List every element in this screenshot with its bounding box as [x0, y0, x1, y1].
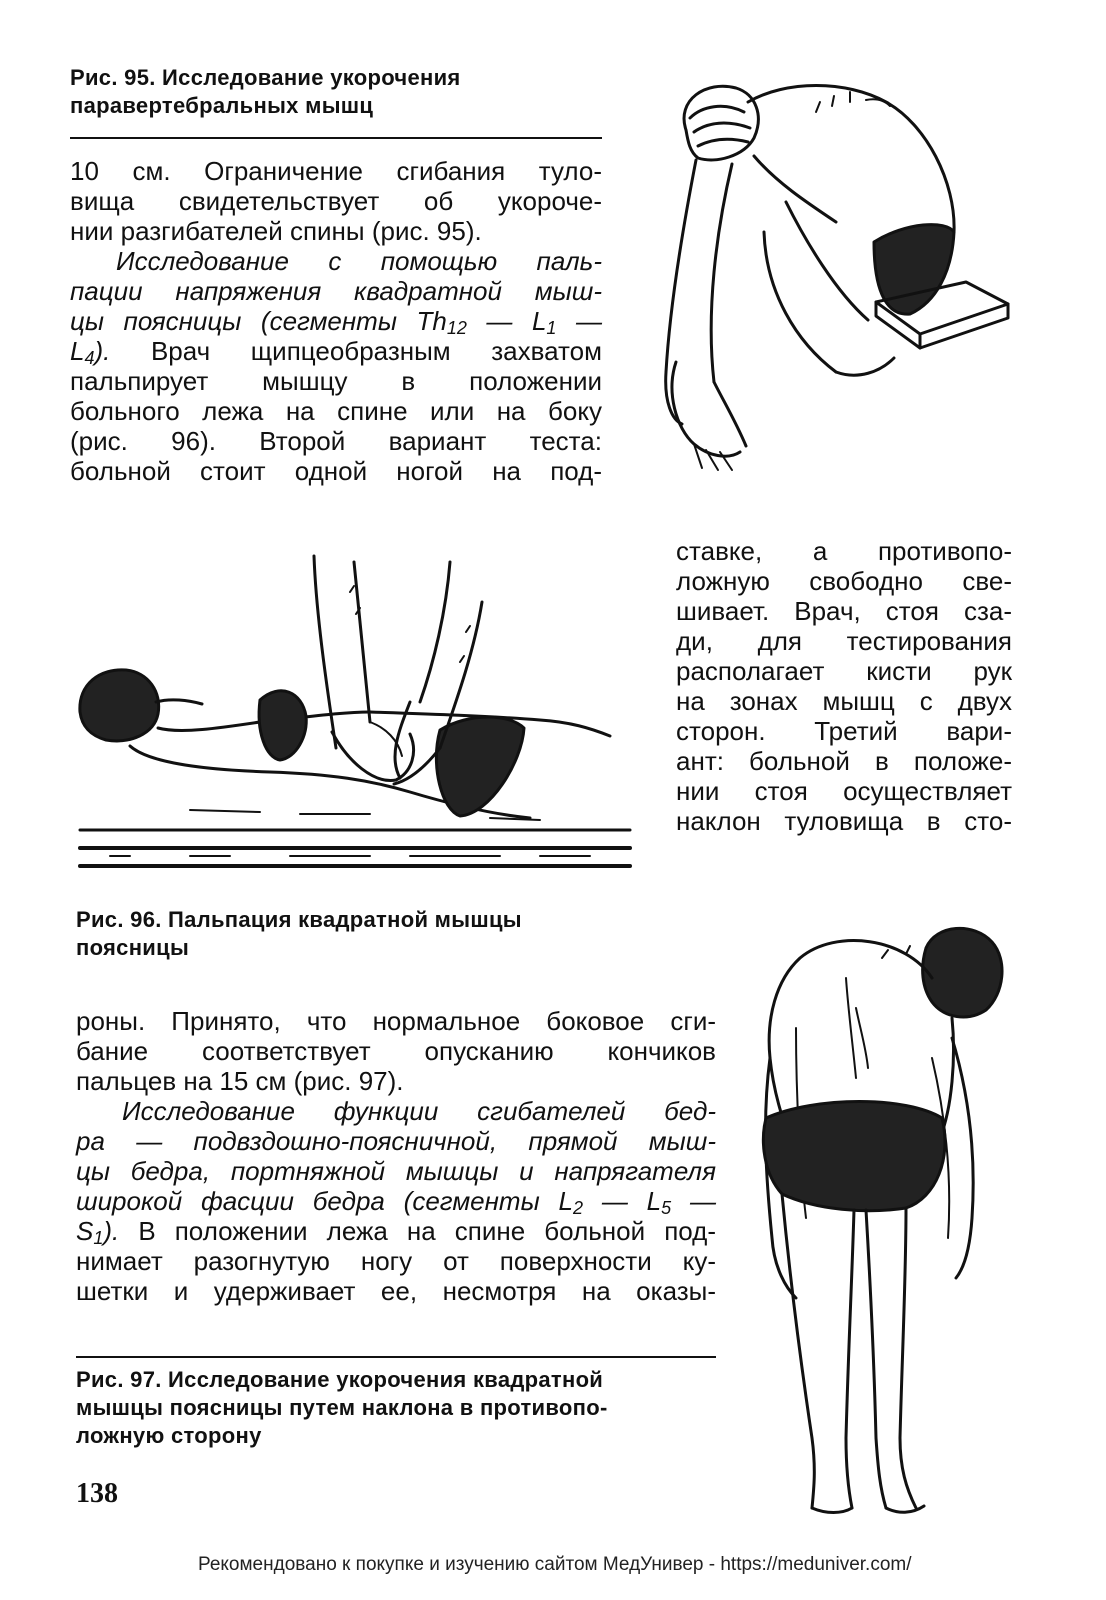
figure-96-caption-line: поясницы: [76, 935, 190, 960]
text-block-3: [676, 536, 1012, 836]
text-line: ложную свободно све-: [676, 566, 1012, 596]
text-line: (рис. 96). Второй вариант теста:: [70, 426, 602, 456]
subscript: 4: [84, 348, 95, 368]
text-line: ра — подвздошно-поясничной, прямой мыш-: [76, 1126, 716, 1156]
subscript: 1: [93, 1228, 104, 1248]
text-line: роны. Принято, что нормальное боковое сги-: [76, 1006, 716, 1036]
text-line: сторон. Третий вари-: [676, 716, 1012, 746]
text-line: больной стоит одной ногой на под-: [70, 456, 602, 486]
text-line: [70, 336, 602, 366]
figure-97-rule: [76, 1356, 716, 1358]
figure-97-caption-line: ложную сторону: [76, 1423, 262, 1448]
text-line: Исследование с помощью паль-: [116, 246, 602, 276]
text-fragment: — L: [583, 1186, 662, 1216]
seated-forward-bend-illustration: [636, 72, 1020, 484]
text-line: на зонах мышц с двух: [676, 686, 1012, 716]
text-line: пальпирует мышцу в положении: [70, 366, 602, 396]
figure-97-caption: [76, 1366, 736, 1450]
subscript: 5: [661, 1198, 672, 1218]
figure-95-caption: [70, 64, 610, 120]
text-fragment: S: [76, 1216, 94, 1246]
text-fragment: В положении лежа на спине больной под-: [119, 1216, 716, 1246]
figure-96-caption-line: Рис. 96. Пальпация квадратной мышцы: [76, 907, 522, 932]
text-line: Исследование функции сгибателей бед-: [122, 1096, 716, 1126]
figure-95-rule: [70, 137, 602, 139]
text-line: цы бедра, портняжной мышцы и напрягателя: [76, 1156, 716, 1186]
text-fragment: цы поясницы (сегменты Th: [70, 306, 447, 336]
figure-97-caption-line: Рис. 97. Исследование укорочения квадратной: [76, 1367, 604, 1392]
text-fragment: ).: [103, 1216, 120, 1246]
supine-palpation-illustration: [70, 552, 640, 874]
text-line: ди, для тестирования: [676, 626, 1012, 656]
figure-96-caption: [76, 906, 636, 962]
standing-lateral-bend-illustration: [756, 918, 1016, 1518]
text-block-4: [76, 1006, 716, 1306]
page-number: 138: [76, 1478, 118, 1509]
text-line: нии разгибателей спины (рис. 95).: [70, 216, 482, 246]
text-line: пации напряжения квадратной мыш-: [70, 276, 602, 306]
text-line: вища свидетельствует об укороче-: [70, 186, 602, 216]
footer-note: Рекомендовано к покупке и изучению сайтом МедУнивер - https://meduniver.com/: [198, 1554, 912, 1575]
text-line: больного лежа на спине или на боку: [70, 396, 602, 426]
text-fragment: —: [671, 1186, 716, 1216]
text-line: нии стоя осуществляет: [676, 776, 1012, 806]
figure-97-caption-line: мышцы поясницы путем наклона в противопо-: [76, 1395, 608, 1420]
text-line: располагает кисти рук: [676, 656, 1012, 686]
text-line: бание соответствует опусканию кончиков: [76, 1036, 716, 1066]
text-fragment: L: [70, 336, 85, 366]
text-line: [76, 1186, 716, 1216]
text-line: шетки и удерживает ее, несмотря на оказы-: [76, 1276, 716, 1306]
text-line: 10 см. Ограничение сгибания туло-: [70, 156, 602, 186]
text-line: пальцев на 15 см (рис. 97).: [76, 1066, 404, 1096]
text-fragment: — L: [466, 306, 547, 336]
text-block-1: [70, 156, 602, 486]
text-fragment: Врач щипцеобразным захватом: [110, 336, 602, 366]
figure-95-caption-line: Рис. 95. Исследование укорочения: [70, 65, 461, 90]
text-line: наклон туловища в сто-: [676, 806, 1012, 836]
text-line: [76, 1216, 716, 1246]
text-fragment: ).: [94, 336, 111, 366]
text-line: ант: больной в положе-: [676, 746, 1012, 776]
text-fragment: —: [556, 306, 602, 336]
text-line: шивает. Врач, стоя сза-: [676, 596, 1012, 626]
subscript: 12: [446, 318, 467, 338]
text-line: нимает разогнутую ногу от поверхности ку-: [76, 1246, 716, 1276]
subscript: 2: [573, 1198, 584, 1218]
text-fragment: широкой фасции бедра (сегменты L: [76, 1186, 573, 1216]
text-line: [70, 306, 602, 336]
figure-95-caption-line: паравертебральных мышц: [70, 93, 374, 118]
subscript: 1: [546, 318, 557, 338]
text-line: ставке, а противопо-: [676, 536, 1012, 566]
